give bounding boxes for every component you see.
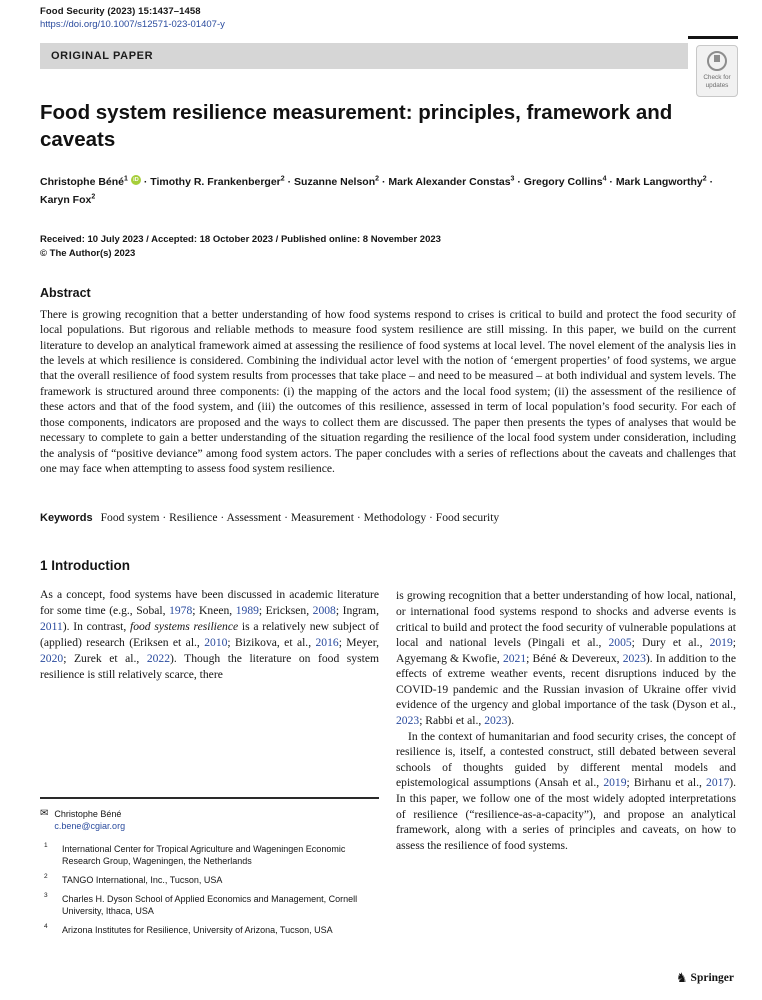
author-name: Mark Langworthy: [615, 176, 703, 189]
publisher-name: Springer: [690, 971, 734, 984]
keywords-list: Food system · Resilience · Assessment · Measurement · Methodology · Food security: [100, 511, 500, 525]
keywords-row: [40, 511, 736, 524]
check-for-updates-badge[interactable]: [696, 45, 738, 97]
intro-paragraph-right-1: is growing recognition that a better understanding of how local, national, or international food systems respond to shocks and adverse events is critical to build and protect the food security of vulnerable populations at local and national levels (Pingali et al., 2005; Dury et al., 2019; Agyemang & Kwofie, 2021; Béné & Devereux, 2023). In addition to the effects of extreme weather events, recent disruptions induced by the COVID-19 pandemic and the Russian invasion of Ukraine offer vivid evidence of the urgency and global importance of the task (Dyson et al., 2023; Rabbi et al., 2023).: [396, 589, 736, 728]
check-updates-line1: Check for: [703, 74, 731, 81]
author-list: Christophe Béné$^1$ iD · Timothy R. Frankenberger$^2$ · Suzanne Nelson$^2$ · Mark Alexander Constas$^3$ · Gregory Collins$^4$ · Mark Langworthy$^2$ · Karyn Fox$^2$: [40, 175, 714, 207]
author-name: Gregory Collins: [523, 176, 603, 189]
article-title: Food system resilience measurement: principles, framework and caveats: [40, 101, 673, 152]
citation-link[interactable]: 2011: [40, 620, 63, 634]
crossmark-icon: [707, 51, 727, 71]
citation-link[interactable]: 2008: [312, 604, 336, 618]
affiliation-item: 3 Charles H. Dyson School of Applied Economics and Management, Cornell University, Ithaca, USA: [44, 891, 358, 917]
left-column: [40, 558, 379, 942]
citation-link[interactable]: 2010: [204, 636, 228, 650]
affiliation-item: 1 International Center for Tropical Agriculture and Wageningen Economic Research Group, Wageningen, the Netherlands: [44, 841, 346, 867]
article-type-row: [40, 43, 736, 89]
copyright-line: © The Author(s) 2023: [40, 247, 136, 259]
citation-link[interactable]: 2017: [706, 776, 730, 790]
article-type-label: ORIGINAL PAPER: [40, 43, 688, 69]
citation-link[interactable]: 2021: [502, 651, 527, 665]
springer-footer: [676, 971, 734, 984]
author-name: Suzanne Nelson: [294, 176, 376, 189]
citation-link[interactable]: 2023: [396, 714, 420, 728]
author-name: Christophe Béné: [40, 176, 125, 189]
intro-paragraph-left: As a concept, food systems have been discussed in academic literature for some time (e.g., Sobal, 1978; Kneen, 1989; Ericksen, 2008; Ingram, 2011). In contrast, food systems resilience is a relatively new subject of (applied) research (Eriksen et al., 2010; Bizikova, et al., 2016; Meyer, 2020; Zurek et al., 2022). Though the literature on food system resilience is still relatively scarce, there: [40, 588, 379, 682]
footnote-block: [40, 797, 379, 943]
check-updates-line2: updates: [705, 82, 729, 89]
right-column: [396, 558, 736, 942]
citation-link[interactable]: 2023: [484, 714, 508, 728]
author-name: Karyn Fox: [40, 194, 92, 207]
citation-link[interactable]: 1989: [235, 604, 259, 618]
author-name: Mark Alexander Constas: [388, 176, 511, 189]
affiliation-item: 2 TANGO International, Inc., Tucson, USA: [44, 872, 223, 885]
envelope-icon: ✉: [40, 807, 49, 819]
citation-link[interactable]: 2005: [608, 636, 632, 650]
top-rule: [688, 36, 738, 39]
publication-dates: Received: 10 July 2023 / Accepted: 18 October 2023 / Published online: 8 November 2023: [40, 233, 441, 245]
citation-link[interactable]: 2016: [315, 636, 339, 650]
correspondence: [40, 808, 379, 833]
citation-link[interactable]: 2020: [40, 652, 64, 666]
citation-link[interactable]: 2019: [603, 776, 627, 790]
correspondence-email[interactable]: c.bene@cgiar.org: [54, 821, 126, 832]
abstract-body: There is growing recognition that a better understanding of how food systems respond to crises is critical to build and protect the food security of local populations. But rigorous and reliable methods to measure food system resilience are still missing. In this paper, we build on the current literature to develop an analytical framework aimed at assessing the resilience of food systems at local level. The novel element of the analysis lies in the levels at which resilience is considered. Combining the individual actor level with the notion of ‘emergent properties’ of food systems, we argue that the overall resilience of food system results from processes that take place – and need to be measured – at both individual and system levels. The framework is structured around three components: (i) the mapping of the actors and the local food system; (ii) the assessment of the resilience of these actors and that of the food system, and (iii) the outcomes of this resilience, assessed in term of local population’s food security. For each of those components, indicators are proposed and the ways to collect them are discussed. The paper then presents the types of analyses that would be necessary to complete to gain a better understanding of the situation regarding the resilience of the local food system under consideration, including the analysis of “positive deviance” among food system actors. The paper concludes with a series of reflections about the caveats and challenges that one may face when attempting to assess food system resilience.: [40, 307, 736, 475]
journal-reference: Food Security (2023) 15:1437–1458: [40, 6, 201, 17]
orcid-icon[interactable]: iD: [131, 175, 141, 185]
citation-link[interactable]: 2019: [709, 636, 733, 650]
section-heading-introduction: 1 Introduction: [40, 558, 130, 574]
affiliation-item: 4 Arizona Institutes for Resilience, University of Arizona, Tucson, USA: [44, 922, 333, 935]
abstract-heading: Abstract: [40, 285, 91, 300]
citation-link[interactable]: 1978: [169, 604, 193, 618]
citation-link[interactable]: 2022: [146, 652, 171, 666]
doi-link[interactable]: https://doi.org/10.1007/s12571-023-01407-y: [40, 19, 225, 30]
correspondence-name: Christophe Béné: [54, 808, 122, 819]
two-column-body: [40, 558, 736, 942]
intro-paragraph-right-2: In the context of humanitarian and food security crises, the concept of resilience is, itself, a contested construct, still debated between several schools of thoughts guided by different mental models and epistemological assumptions (Ansah et al., 2019; Birhanu et al., 2017). In this paper, we follow one of the most widely adopted interpretations of resilience (“resilience-as-a-capacity”), and propose an analytical framework, along with a series of principles and caveats, on how to assess the resilience of food systems.: [396, 729, 736, 852]
citation-link[interactable]: 2023: [622, 651, 646, 665]
springer-logo-icon: ♞: [675, 970, 688, 985]
author-name: Timothy R. Frankenberger: [150, 176, 281, 189]
affiliation-list: [40, 843, 379, 937]
keywords-label: Keywords: [40, 512, 93, 525]
